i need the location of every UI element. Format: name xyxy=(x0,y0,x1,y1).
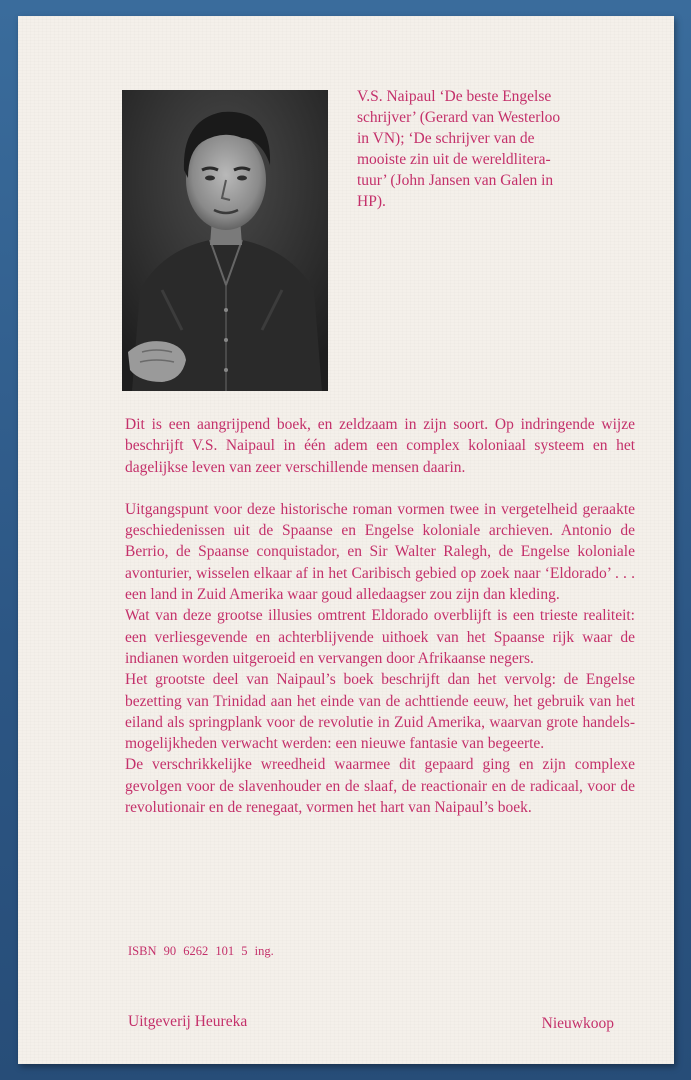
author-photo xyxy=(122,90,328,391)
book-back-cover xyxy=(18,16,674,1064)
publisher-city: Nieuwkoop xyxy=(541,1015,614,1032)
description-paragraph-1: Dit is een aangrijpend boek, en zeldzaam in zijn soort. Op indringende wijze beschrijft V.S. Naipaul in één adem een complex koloniaal systeem en het dagelijkse leven van zeer verschillende mensen daarin. xyxy=(125,416,635,476)
author-quote: V.S. Naipaul ‘De beste Engelse schrijver’ (Gerard van Westerloo in VN); ‘De schrijver van de mooiste zin uit de wereldlitera- tuur’ (John Jansen van Galen in HP). xyxy=(357,88,561,210)
description-paragraph-4: Het grootste deel van Naipaul’s boek beschrijft dan het vervolg: de Engelse bezetting van Trinidad aan het einde van de achttiende eeuw, het gebruik van het eiland als springplank voor de revolutie in Zuid Amerika, waarvan grote handels- mogelijkheden verwacht werden: een nieuwe fantasie van begeerte. xyxy=(125,671,635,753)
isbn-code: ISBN 90 6262 101 5 ing. xyxy=(128,944,274,958)
description-paragraph-2: Uitgangspunt voor deze historische roman vormen twee in vergetelheid geraakte geschiedenissen uit de Spaanse en Engelse koloniale archieven. Antonio de Berrio, de Spaanse conquistador, en Sir Walter Ralegh, de Engelse koloniale avonturier, wisselen elkaar af in het Caribisch gebied op zoek naar ‘Eldorado’ . . . een land in Zuid Amerika waar goud alledaagser zou zijn dan kleding. xyxy=(125,500,635,604)
book-description xyxy=(125,414,635,818)
description-paragraph-5: De verschrikkelijke wreedheid waarmee dit gepaard ging en zijn complexe gevolgen voor de slavenhouder en de slaaf, de reactionair en de radicaal, voor de revolutionair en de renegaat, vormen het hart van Naipaul’s boek. xyxy=(125,756,635,817)
publisher-name: Uitgeverij Heureka xyxy=(128,1013,248,1030)
description-paragraph-3: Wat van deze grootse illusies omtrent Eldorado overblijft is een trieste realiteit: een verliesgevende en achterblijvende uithoek van het Spaanse rijk waar de indianen worden uitgeroeid en vervangen door Afrikaanse negers. xyxy=(125,607,635,667)
